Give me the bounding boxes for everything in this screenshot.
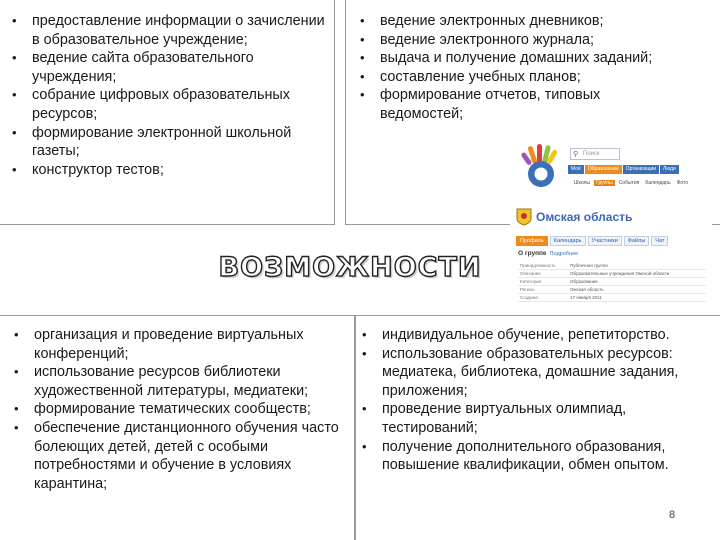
table-row (518, 294, 706, 302)
list-item: • формирование тематических сообществ; (8, 400, 353, 419)
list-item: • организация и проведение виртуальных конференций; (8, 326, 353, 363)
info-value: Омская область (568, 286, 706, 294)
info-value: Образование (568, 278, 706, 286)
group-tabs (516, 236, 668, 246)
list-item: • использование ресурсов библиотеки художественной литературы, медиатеки; (8, 363, 353, 400)
table-row (518, 270, 706, 278)
info-key: Описание (518, 270, 568, 278)
panel-bottom-right (355, 315, 720, 540)
top-nav-item[interactable]: Организации (623, 165, 659, 174)
info-key: Регион (518, 286, 568, 294)
page-title: ВОЗМОЖНОСТИ (218, 252, 482, 283)
list-item: • ведение электронных дневников; (354, 12, 654, 31)
region-name: Омская область (536, 210, 633, 224)
portal-logo-icon (516, 144, 566, 190)
table-row (518, 286, 706, 294)
top-right-list (354, 12, 654, 124)
sub-nav-item[interactable]: Календарь (645, 180, 671, 186)
info-key: Создана (518, 294, 568, 302)
list-item: • составление учебных планов; (354, 68, 654, 87)
info-value: Публичная группа (568, 262, 706, 270)
table-row (518, 262, 706, 270)
top-nav (568, 165, 679, 174)
website-screenshot (510, 140, 712, 310)
list-item: • собрание цифровых образовательных ресурсов; (6, 86, 328, 123)
top-nav-item-active[interactable]: Образование (585, 165, 622, 174)
table-row (518, 278, 706, 286)
region-header (516, 208, 632, 226)
about-heading (518, 250, 578, 257)
tab-members[interactable]: Участники (588, 236, 622, 246)
tab-profile[interactable]: Профиль (516, 236, 548, 246)
info-key: Принадлежность (518, 262, 568, 270)
list-item: • конструктор тестов; (6, 161, 328, 180)
panel-top-left (0, 0, 335, 225)
search-input[interactable] (570, 148, 620, 160)
info-key: Категория (518, 278, 568, 286)
search-placeholder: Поиск (583, 151, 600, 157)
about-link[interactable]: Подробнее (549, 251, 579, 257)
tab-calendar[interactable]: Календарь (550, 236, 586, 246)
list-item: • индивидуальное обучение, репетиторство. (356, 326, 716, 345)
list-item: • формирование отчетов, типовых ведомостей; (354, 86, 654, 123)
sub-nav-item[interactable]: Фото (676, 180, 689, 186)
list-item: • формирование электронной школьной газеты; (6, 124, 328, 161)
list-item: • обеспечение дистанционного обучения часто болеющих детей, детей с особыми потребностями и обучение в условиях карантина; (8, 419, 353, 493)
list-item: • выдача и получение домашних заданий; (354, 49, 654, 68)
bottom-left-list (8, 326, 353, 493)
sub-nav-item[interactable]: Школы (574, 180, 591, 186)
tab-chat[interactable]: Чат (651, 236, 668, 246)
list-item: • ведение электронного журнала; (354, 31, 654, 50)
top-nav-item[interactable]: Моё (568, 165, 584, 174)
region-crest-icon (516, 208, 532, 226)
panel-bottom-left (0, 315, 355, 540)
sub-nav (572, 180, 690, 186)
top-left-list (6, 12, 328, 179)
page-number: 8 (669, 509, 676, 521)
about-label: О группе (518, 250, 547, 257)
group-info-table (518, 262, 706, 302)
list-item: • использование образовательных ресурсов: медиатека, библиотека, домашние задания, приложения; (356, 345, 716, 401)
sub-nav-item-active[interactable]: Группы (596, 180, 613, 186)
tab-files[interactable]: Файлы (624, 236, 649, 246)
list-item: • ведение сайта образовательного учреждения; (6, 49, 328, 86)
list-item: • предоставление информации о зачислении в образовательное учреждение; (6, 12, 328, 49)
info-value: 17 января 2011 (568, 294, 706, 302)
list-item: • получение дополнительного образования, повышение квалификации, обмен опытом. (356, 438, 716, 475)
info-value: Образовательные учреждения Омской области (568, 270, 706, 278)
list-item: • проведение виртуальных олимпиад, тестирований; (356, 400, 716, 437)
search-icon: ⚲ (573, 151, 579, 158)
bottom-right-list (356, 326, 716, 475)
top-nav-item[interactable]: Люди (660, 165, 679, 174)
sub-nav-item[interactable]: События (618, 180, 640, 186)
